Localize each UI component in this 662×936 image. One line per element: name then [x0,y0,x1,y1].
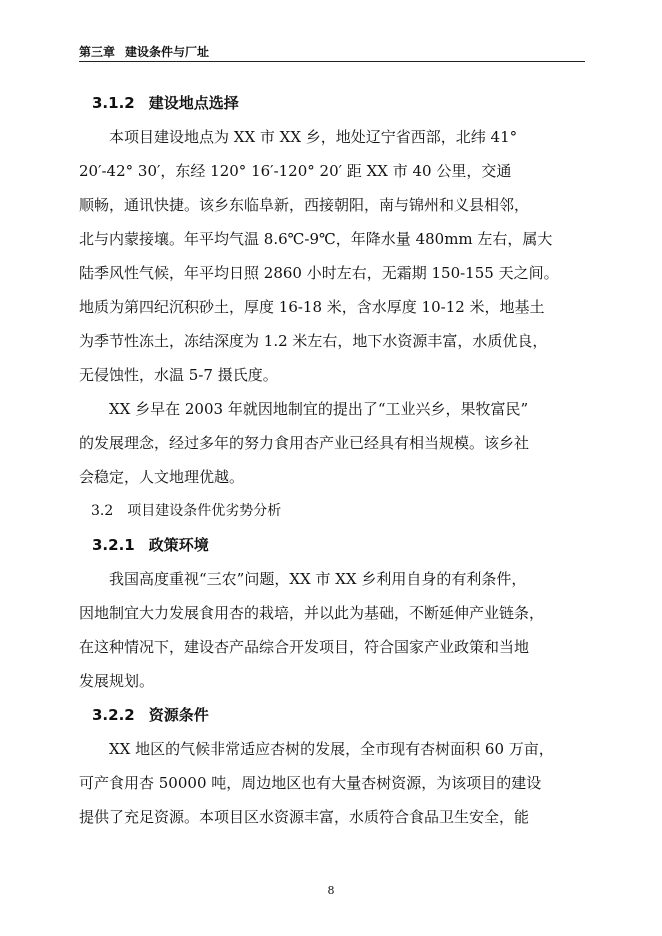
paragraph-line: 我国高度重视“三农”问题，XX 市 XX 乡利用自身的有利条件， [109,570,527,588]
page-number: 8 [327,884,335,897]
page-header [79,44,585,62]
section-heading-3-2-1 [79,528,585,562]
paragraph-line: 提供了充足资源。本项目区水资源丰富，水质符合食品卫生安全，能 [79,808,530,826]
paragraph-line: 因地制宜大力发展食用杏的栽培，并以此为基础，不断延伸产业链条， [79,604,545,622]
paragraph-line: 发展规划。 [79,672,155,690]
section-title: 资源条件 [148,706,209,724]
paragraph-line: 无侵蚀性，水温 5-7 摄氏度。 [79,366,278,384]
section-title: 政策环境 [148,536,209,554]
section-heading-3-1-2 [79,86,585,120]
section-number: 3.2.2 [92,706,135,724]
header-title: 建设条件与厂址 [125,45,210,59]
paragraph-line: 陆季风性气候，年平均日照 2860 小时左右，无霜期 150-155 天之间。 [79,264,559,282]
paragraph-line: XX 乡早在 2003 年就因地制宜的提出了“工业兴乡，果牧富民” [109,400,529,418]
paragraph-line: XX 地区的气候非常适应杏树的发展，全市现有杏树面积 60 万亩， [109,740,554,758]
section-heading-3-2 [79,494,585,528]
section-heading-3-2-2 [79,698,585,732]
section-title: 项目建设条件优劣势分析 [127,503,282,519]
section-number: 3.1.2 [92,94,135,112]
paragraph-line: 北与内蒙接壤。年平均气温 8.6℃-9℃，年降水量 480mm 左右，属大 [79,230,553,248]
document-body [79,86,585,834]
paragraph-line: 会稳定，人文地理优越。 [79,468,245,486]
paragraph-line: 本项目建设地点为 XX 市 XX 乡，地处辽宁省西部，北纬 41° [109,128,518,146]
paragraph-line: 在这种情况下，建设杏产品综合开发项目，符合国家产业政策和当地 [79,638,530,656]
paragraph-line: 20′-42° 30′，东经 120° 16′-120° 20′ 距 XX 市 40 公里，交通 [79,162,512,180]
paragraph-line: 的发展理念，经过多年的努力食用杏产业已经具有相当规模。该乡社 [79,434,530,452]
paragraph-line: 可产食用杏 50000 吨，周边地区也有大量杏树资源，为该项目的建设 [79,774,542,792]
header-chapter: 第三章 [79,45,116,59]
section-number: 3.2.1 [92,536,135,554]
paragraph-line: 为季节性冻土，冻结深度为 1.2 米左右，地下水资源丰富，水质优良， [79,332,548,350]
paragraph-line: 顺畅，通讯快捷。该乡东临阜新，西接朝阳，南与锦州和义县相邻， [79,196,530,214]
section-title: 建设地点选择 [148,94,239,112]
section-number: 3.2 [91,503,114,519]
paragraph-line: 地质为第四纪沉积砂土，厚度 16-18 米，含水厚度 10-12 米，地基土 [79,298,545,316]
